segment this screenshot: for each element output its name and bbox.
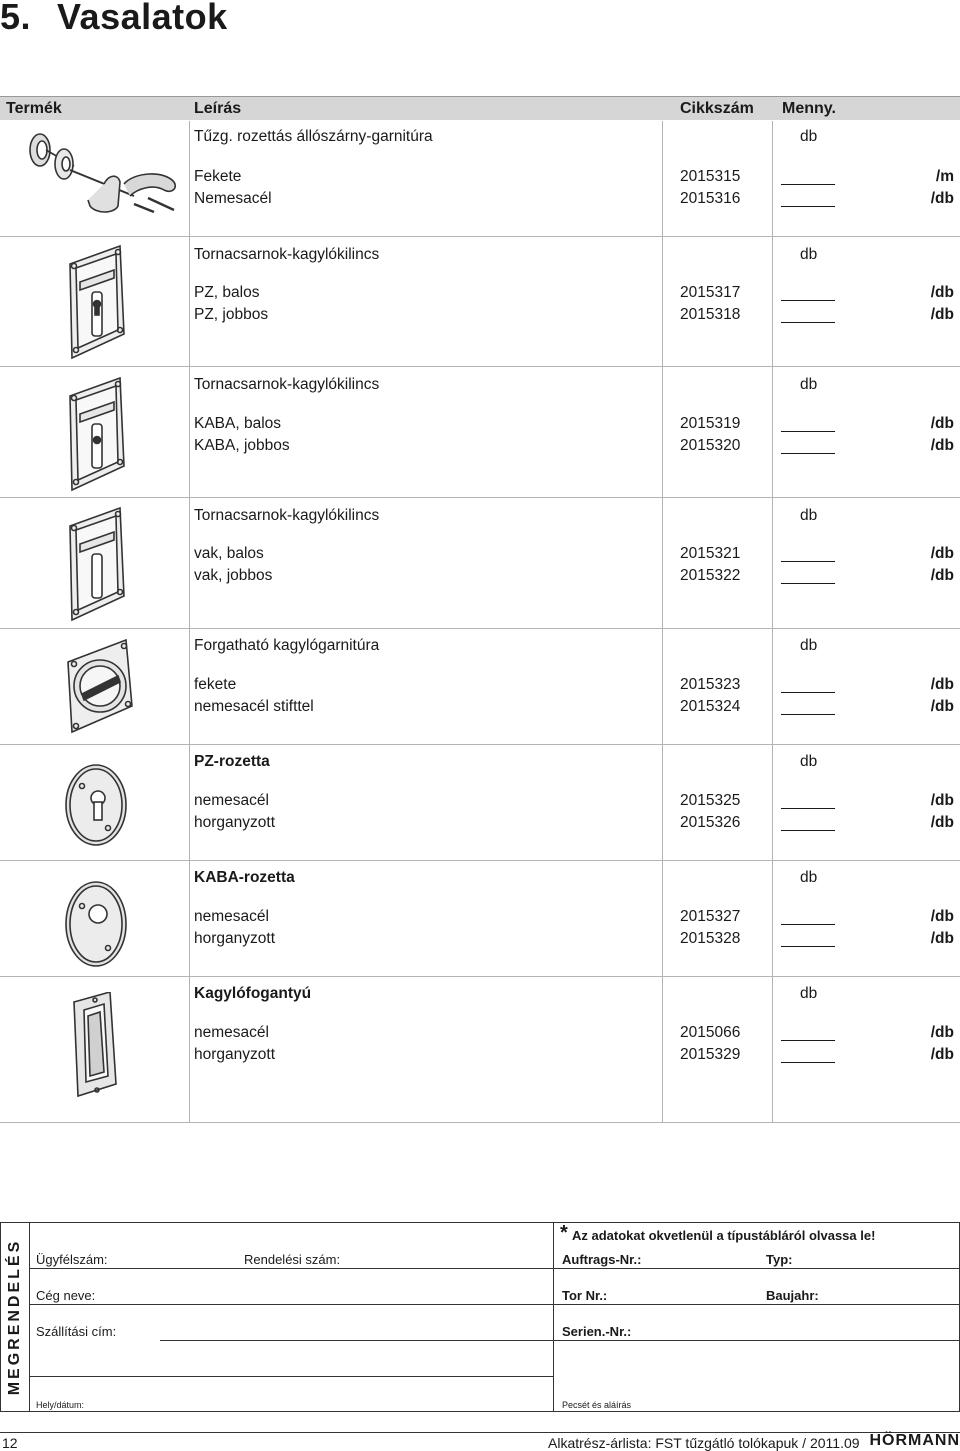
product-row [0, 306, 960, 328]
item-code: 2015322 [680, 567, 741, 584]
item-desc: nemesacél stifttel [194, 698, 314, 715]
row-divider [0, 497, 960, 498]
item-code: 2015317 [680, 284, 741, 301]
row-divider [0, 366, 960, 367]
stamp-signature-label: Pecsét és aláírás [562, 1400, 632, 1410]
row-divider [0, 628, 960, 629]
header-quantity: Menny. [782, 100, 836, 117]
unit-header: db [800, 637, 818, 654]
item-unit: /db [930, 415, 954, 432]
qty-field[interactable] [781, 561, 835, 562]
unit-header: db [800, 246, 818, 263]
qty-field[interactable] [781, 946, 835, 947]
page-title [0, 0, 228, 38]
item-code: 2015318 [680, 306, 741, 323]
item-desc: KABA, balos [194, 415, 282, 432]
build-year-label: Baujahr: [766, 1288, 819, 1303]
qty-field[interactable] [781, 1040, 835, 1041]
table-header [0, 96, 960, 120]
item-code: 2015328 [680, 930, 741, 947]
item-unit: /db [930, 545, 954, 562]
note-asterisk: * [560, 1222, 568, 1244]
item-unit: /db [930, 698, 954, 715]
rotating-recessed-handle-picture [60, 636, 140, 736]
page-number: 12 [2, 1435, 18, 1451]
item-code: 2015316 [680, 190, 741, 207]
grid-divider [189, 121, 190, 1122]
item-code: 2015320 [680, 437, 741, 454]
recessed-handle-blind-picture [60, 506, 130, 622]
form-divider [553, 1222, 554, 1412]
qty-field[interactable] [781, 714, 835, 715]
section-title: Tűzg. rozettás állószárny-garnitúra [194, 128, 433, 145]
form-divider [553, 1268, 960, 1269]
flush-pull-handle-picture [70, 992, 120, 1098]
qty-field[interactable] [781, 453, 835, 454]
row-divider [0, 744, 960, 745]
item-desc: horganyzott [194, 814, 275, 831]
recessed-handle-pz-picture [60, 244, 130, 360]
product-row [0, 814, 960, 836]
item-code: 2015327 [680, 908, 741, 925]
item-desc: PZ, jobbos [194, 306, 269, 323]
header-article: Cikkszám [680, 100, 754, 117]
type-label: Typ: [766, 1252, 793, 1267]
row-divider [0, 860, 960, 861]
item-unit: /db [930, 1046, 954, 1063]
order-form-label [0, 1222, 30, 1412]
kaba-rosette-picture [62, 876, 132, 972]
item-desc: horganyzott [194, 1046, 275, 1063]
item-desc: Fekete [194, 168, 242, 185]
auftrags-number-label: Auftrags-Nr.: [562, 1252, 642, 1267]
item-unit: /db [930, 306, 954, 323]
product-row [0, 698, 960, 720]
footer-divider [0, 1432, 960, 1433]
section-title: PZ-rozetta [194, 753, 270, 770]
item-desc: vak, balos [194, 545, 264, 562]
item-code: 2015329 [680, 1046, 741, 1063]
delivery-address-field[interactable] [160, 1340, 553, 1341]
qty-field[interactable] [781, 692, 835, 693]
section-title: KABA-rozetta [194, 869, 295, 886]
section-number: 5. [0, 0, 32, 37]
form-divider [553, 1340, 960, 1341]
item-desc: fekete [194, 676, 237, 693]
unit-header: db [800, 753, 818, 770]
item-unit: /db [930, 1024, 954, 1041]
delivery-address-label: Szállítási cím: [36, 1324, 117, 1339]
section-title: Forgatható kagylógarnitúra [194, 637, 380, 654]
document-title: Alkatrész-árlista: FST tűzgátló tolókapuk / 2011.09 [548, 1435, 860, 1451]
company-name-label: Cég neve: [36, 1288, 96, 1303]
recessed-handle-kaba-picture [60, 376, 130, 492]
product-row [0, 284, 960, 306]
serial-number-label: Serien.-Nr.: [562, 1324, 632, 1339]
row-divider [0, 1122, 960, 1123]
item-unit: /db [930, 814, 954, 831]
unit-header: db [800, 128, 818, 145]
product-row [0, 930, 960, 952]
grid-divider [662, 121, 663, 1122]
item-desc: horganyzott [194, 930, 275, 947]
product-row [0, 1024, 960, 1046]
unit-header: db [800, 869, 818, 886]
item-code: 2015325 [680, 792, 741, 809]
nameplate-note: Az adatokat okvetlenül a típustábláról olvassa le! [572, 1228, 876, 1243]
qty-field[interactable] [781, 808, 835, 809]
item-unit: /db [930, 437, 954, 454]
item-code: 2015326 [680, 814, 741, 831]
qty-field[interactable] [781, 583, 835, 584]
order-number-label: Rendelési szám: [244, 1252, 341, 1267]
qty-field[interactable] [781, 300, 835, 301]
qty-field[interactable] [781, 1062, 835, 1063]
item-unit: /db [930, 676, 954, 693]
row-divider [0, 236, 960, 237]
section-title: Tornacsarnok-kagylókilincs [194, 376, 380, 393]
item-unit: /db [930, 930, 954, 947]
product-row [0, 792, 960, 814]
item-desc: PZ, balos [194, 284, 260, 301]
lever-handle-set-picture [14, 126, 184, 226]
item-desc: Nemesacél [194, 190, 272, 207]
item-desc: nemesacél [194, 1024, 269, 1041]
item-code: 2015324 [680, 698, 741, 715]
item-code: 2015066 [680, 1024, 741, 1041]
unit-header: db [800, 376, 818, 393]
item-unit: /db [930, 567, 954, 584]
unit-header: db [800, 507, 818, 524]
header-description: Leírás [194, 100, 242, 117]
product-row [0, 676, 960, 698]
item-code: 2015315 [680, 168, 741, 185]
section-title: Kagylófogantyú [194, 985, 312, 1002]
row-divider [0, 976, 960, 977]
item-code: 2015323 [680, 676, 741, 693]
product-row [0, 545, 960, 567]
item-desc: KABA, jobbos [194, 437, 290, 454]
form-divider [553, 1304, 960, 1305]
pz-rosette-picture [62, 760, 132, 850]
form-divider [30, 1376, 553, 1377]
item-unit: /db [930, 284, 954, 301]
grid-divider [772, 121, 773, 1122]
section-title: Vasalatok [57, 0, 228, 37]
unit-header: db [800, 985, 818, 1002]
brand-logo: HÖRMANN [869, 1432, 960, 1449]
item-unit: /m [935, 168, 954, 185]
product-row [0, 437, 960, 459]
qty-field[interactable] [781, 322, 835, 323]
order-label-text: MEGRENDELÉS [6, 1238, 23, 1396]
section-title: Tornacsarnok-kagylókilincs [194, 246, 380, 263]
product-row [0, 567, 960, 589]
item-code: 2015319 [680, 415, 741, 432]
qty-field[interactable] [781, 206, 835, 207]
customer-number-label: Ügyfélszám: [36, 1252, 108, 1267]
door-number-label: Tor Nr.: [562, 1288, 608, 1303]
qty-field[interactable] [781, 184, 835, 185]
item-code: 2015321 [680, 545, 741, 562]
item-unit: /db [930, 190, 954, 207]
qty-field[interactable] [781, 830, 835, 831]
item-desc: vak, jobbos [194, 567, 273, 584]
product-row [0, 415, 960, 437]
section-title: Tornacsarnok-kagylókilincs [194, 507, 380, 524]
order-form [0, 1222, 960, 1412]
form-divider [30, 1304, 553, 1305]
item-unit: /db [930, 792, 954, 809]
item-desc: nemesacél [194, 908, 269, 925]
qty-field[interactable] [781, 924, 835, 925]
product-row [0, 1046, 960, 1068]
place-date-label: Hely/dátum: [36, 1400, 85, 1410]
qty-field[interactable] [781, 431, 835, 432]
product-row [0, 908, 960, 930]
form-divider [30, 1268, 553, 1269]
header-product: Termék [6, 100, 62, 117]
item-unit: /db [930, 908, 954, 925]
item-desc: nemesacél [194, 792, 269, 809]
